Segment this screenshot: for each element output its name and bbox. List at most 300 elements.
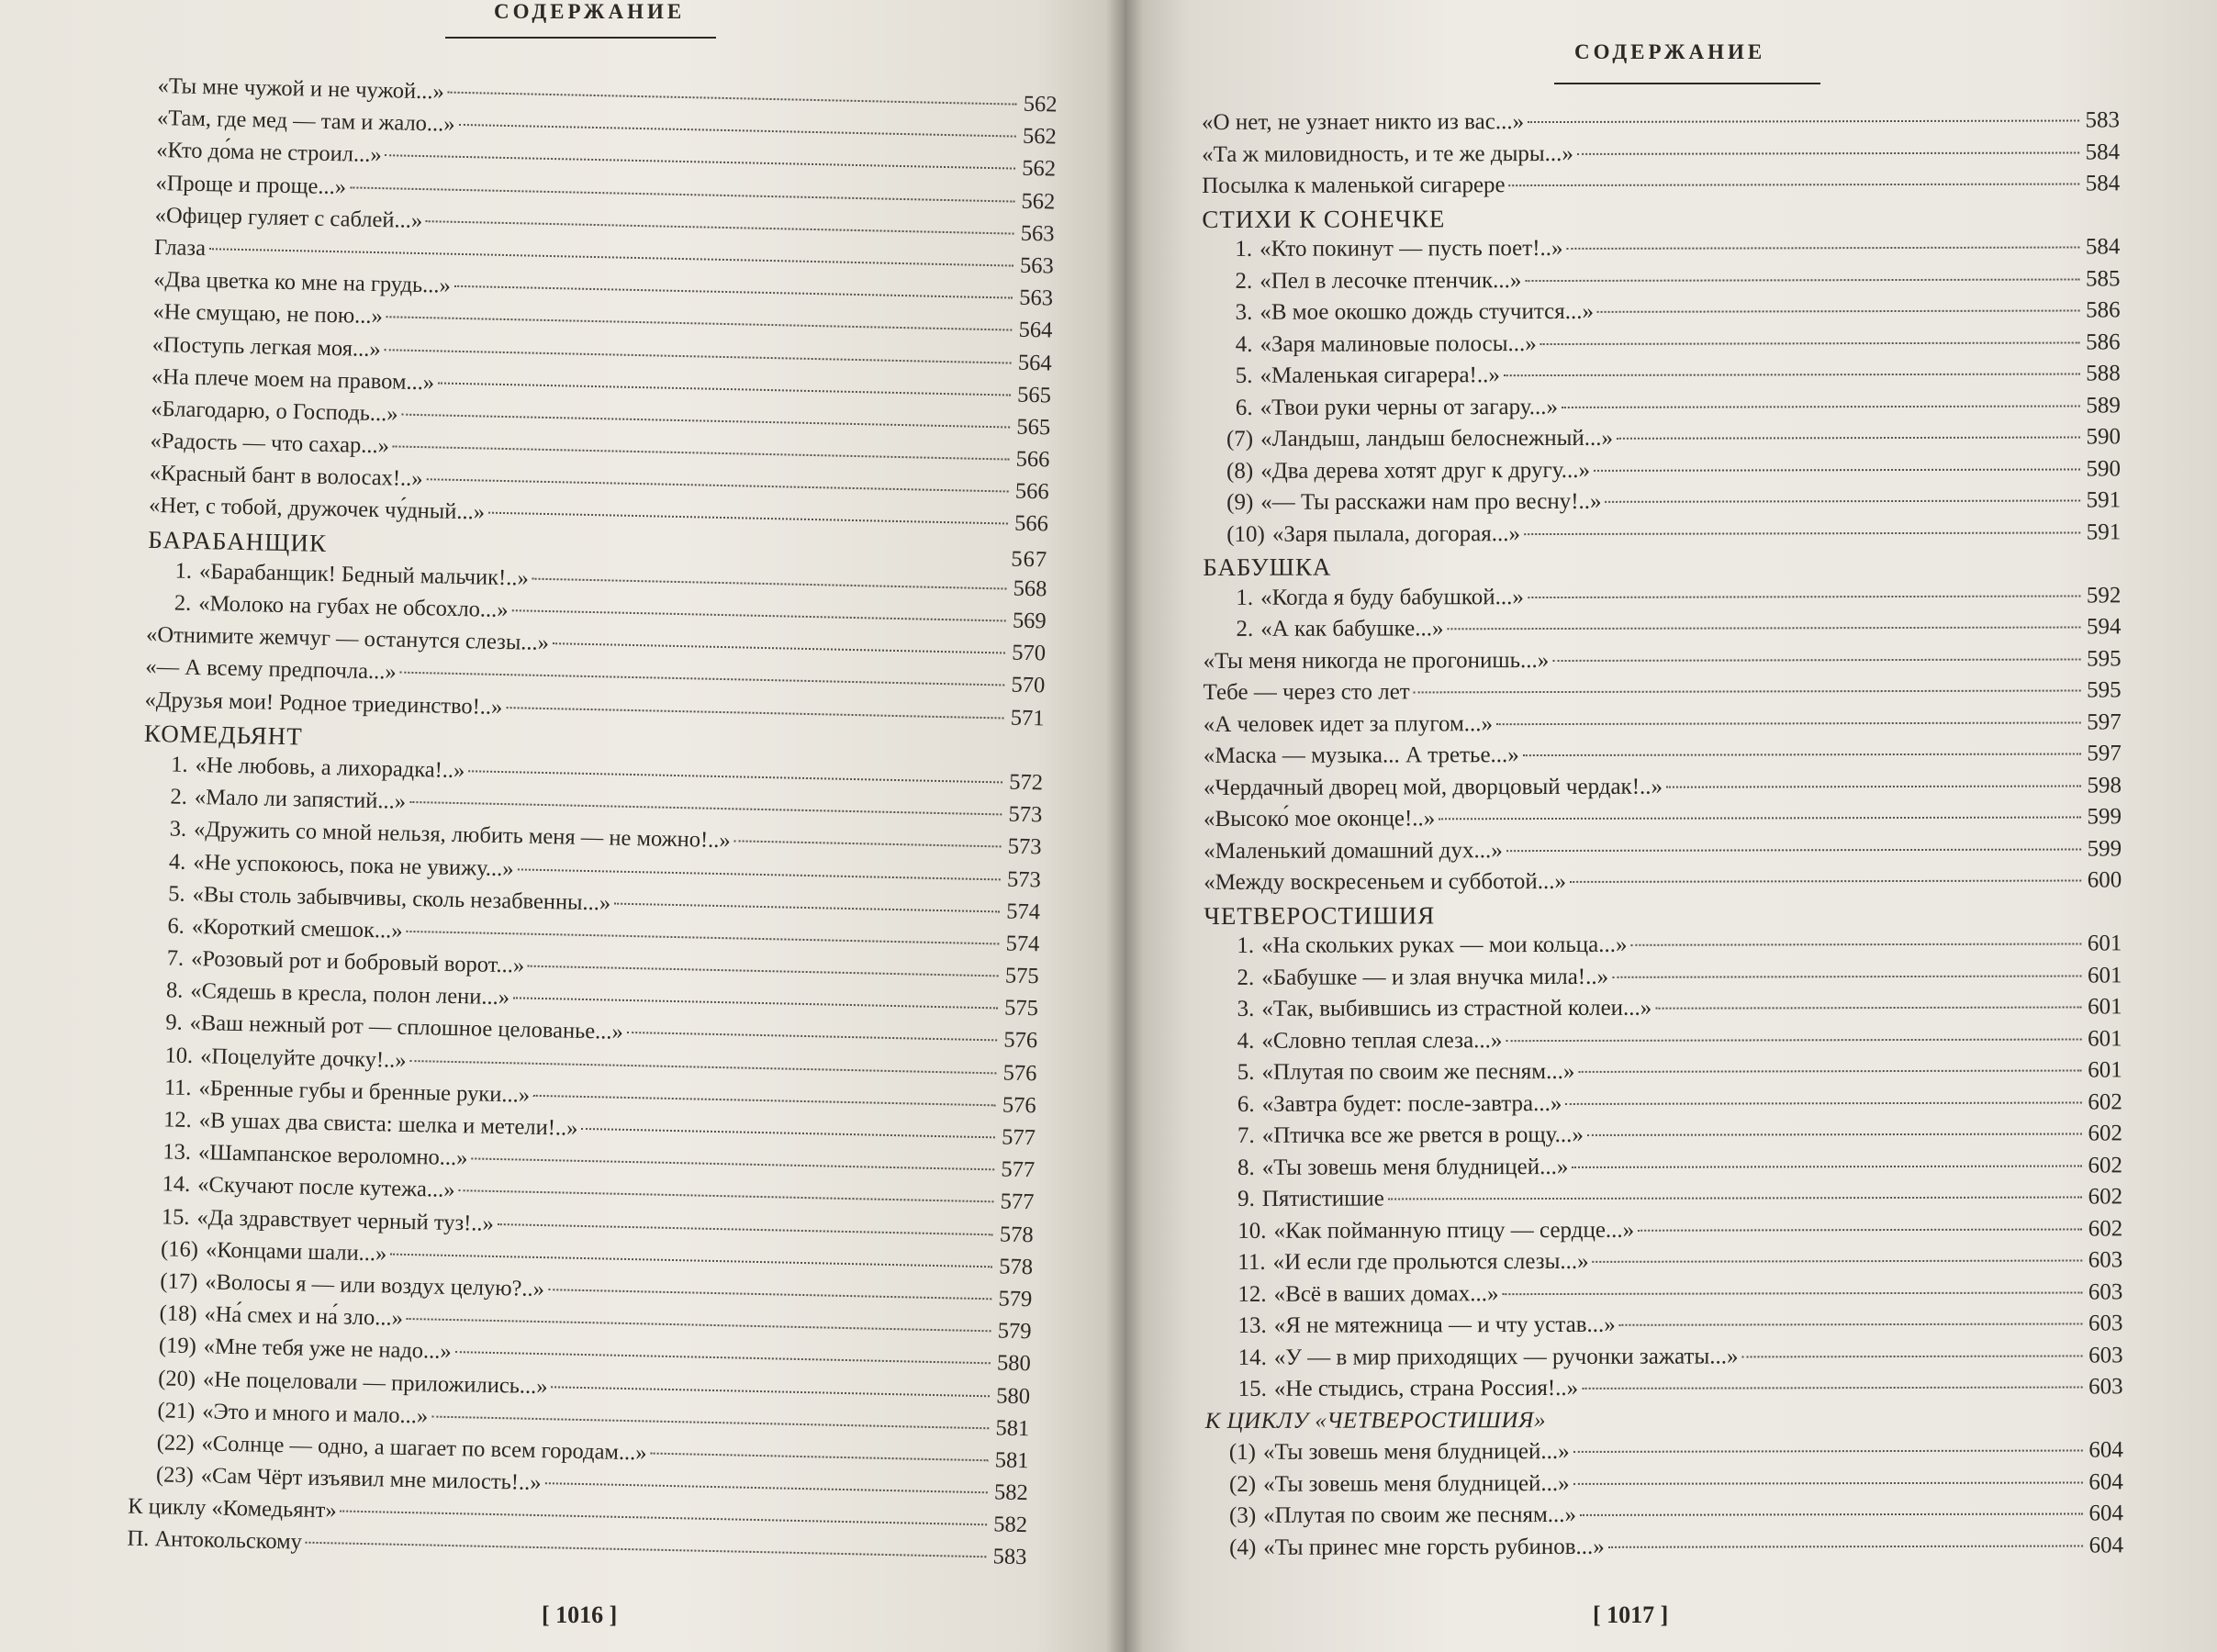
entry-title: «Не смущаю, не пою...» bbox=[152, 299, 384, 329]
toc-entry bbox=[1203, 329, 2121, 363]
page-number: 590 bbox=[2086, 455, 2122, 481]
page-number: 602 bbox=[2088, 1152, 2123, 1178]
entry-number: 1. bbox=[1235, 236, 1253, 262]
entry-title: «Так, выбившись из страстной колеи...» bbox=[1261, 995, 1652, 1021]
entry-title: «Маленькая сигарера!..» bbox=[1260, 363, 1500, 388]
entry-number: 5. bbox=[1237, 1059, 1255, 1085]
page-number: 564 bbox=[1017, 350, 1052, 375]
dot-leader bbox=[1448, 626, 2081, 630]
entry-title: «Та ж миловидность, и те же дыры...» bbox=[1202, 140, 1573, 167]
page-number: 590 bbox=[2086, 424, 2121, 450]
page-number: 604 bbox=[2088, 1468, 2123, 1494]
dot-leader bbox=[431, 1415, 989, 1429]
toc-entry bbox=[1203, 519, 2121, 553]
page-number: 603 bbox=[2088, 1278, 2123, 1304]
dot-leader bbox=[581, 1128, 995, 1138]
entry-title: «Солнце — одно, а шагает по всем городам...» bbox=[201, 1431, 647, 1466]
entry-title: «А человек идет за плугом...» bbox=[1203, 710, 1494, 737]
page-number: 604 bbox=[2088, 1501, 2124, 1526]
entry-number: 7. bbox=[1237, 1122, 1255, 1148]
entry-number: (23) bbox=[155, 1462, 195, 1489]
toc-entry bbox=[1204, 1153, 2122, 1187]
dot-leader bbox=[350, 186, 1014, 202]
entry-number: 2. bbox=[170, 784, 188, 809]
page-number: 581 bbox=[995, 1415, 1030, 1441]
entry-title: «Там, где мед — там и жало...» bbox=[156, 106, 455, 137]
dot-leader bbox=[1570, 879, 2081, 882]
dot-leader bbox=[409, 801, 1002, 816]
dot-leader bbox=[426, 220, 1013, 234]
toc-entry bbox=[1203, 456, 2121, 490]
entry-title: «Высоко́ мое оконце!..» bbox=[1203, 806, 1436, 832]
entry-title: «Барабанщик! Бедный мальчик!..» bbox=[198, 558, 530, 591]
entry-title: Тебе — через сто лет bbox=[1203, 679, 1410, 705]
page-number: 573 bbox=[1008, 801, 1043, 828]
entry-number: 7. bbox=[166, 945, 185, 971]
entry-title: «Нет, с тобой, дружочек чу́дный...» bbox=[148, 493, 486, 525]
entry-title: «Сядешь в кресла, полон лени...» bbox=[190, 978, 510, 1010]
page-number: 574 bbox=[1005, 931, 1040, 957]
entry-title: «Да здравствует черный туз!..» bbox=[196, 1204, 495, 1236]
entry-title: «На скольких руках — мои кольца...» bbox=[1261, 932, 1628, 958]
entry-number: 2. bbox=[174, 590, 192, 616]
entry-number: 1. bbox=[170, 752, 188, 777]
section-title: СТИХИ К СОНЕЧКЕ bbox=[1202, 204, 1446, 233]
toc-entry bbox=[1203, 424, 2121, 458]
dot-leader bbox=[1504, 373, 2080, 376]
dot-leader bbox=[406, 931, 999, 945]
page-number: 563 bbox=[1020, 220, 1055, 247]
page-number: 582 bbox=[993, 1512, 1028, 1538]
toc-entry bbox=[1204, 1311, 2122, 1345]
page-number: 566 bbox=[1013, 511, 1049, 537]
page-number: 602 bbox=[2088, 1215, 2123, 1241]
dot-leader bbox=[209, 248, 1013, 266]
page-number: 592 bbox=[2086, 582, 2122, 608]
entry-title: «А как бабушке...» bbox=[1260, 616, 1444, 642]
page-number: 586 bbox=[2086, 329, 2121, 354]
page-number: 601 bbox=[2087, 962, 2122, 988]
page-number: 571 bbox=[1010, 705, 1045, 731]
page-number: 563 bbox=[1019, 285, 1054, 311]
entry-number: 10. bbox=[1237, 1218, 1267, 1244]
dot-leader bbox=[614, 902, 1000, 912]
entry-number: 4. bbox=[1237, 1028, 1255, 1054]
dot-leader bbox=[1606, 499, 2081, 502]
toc-entry bbox=[1205, 1343, 2123, 1377]
page-number: 598 bbox=[2087, 772, 2122, 798]
entry-title: «В мое окошко дождь стучится...» bbox=[1260, 298, 1594, 325]
entry-title: Пятистишие bbox=[1261, 1186, 1384, 1211]
page-number: 591 bbox=[2086, 519, 2122, 544]
entry-title: «На плече моем на правом...» bbox=[151, 363, 435, 396]
dot-leader bbox=[1567, 246, 2080, 249]
page-number: 570 bbox=[1011, 672, 1046, 698]
entry-number: 14. bbox=[162, 1171, 191, 1198]
entry-number: (16) bbox=[160, 1236, 199, 1262]
page-number: 575 bbox=[1003, 995, 1039, 1021]
toc-entry bbox=[1204, 994, 2122, 1028]
page-number: 577 bbox=[1000, 1189, 1035, 1215]
entry-number: (2) bbox=[1228, 1471, 1257, 1497]
toc-entry bbox=[1204, 709, 2122, 743]
dot-leader bbox=[455, 1351, 991, 1364]
entry-number: 15. bbox=[161, 1203, 190, 1230]
entry-number: 11. bbox=[163, 1075, 192, 1100]
book-gutter bbox=[1106, 0, 1143, 1652]
section-title: ЧЕТВЕРОСТИШИЯ bbox=[1204, 900, 1436, 930]
page-number: 588 bbox=[2086, 361, 2121, 386]
dot-leader bbox=[1619, 1323, 2083, 1325]
dot-leader bbox=[448, 92, 1017, 106]
entry-title: «Как пойманную птицу — сердце...» bbox=[1273, 1217, 1635, 1244]
dot-leader bbox=[1502, 1291, 2082, 1295]
toc-entry bbox=[1203, 361, 2121, 395]
dot-leader bbox=[1577, 151, 2079, 154]
page-number: 575 bbox=[1004, 963, 1039, 989]
page-number: 562 bbox=[1021, 188, 1056, 215]
entry-title: «Плутая по своим же песням...» bbox=[1261, 1058, 1575, 1085]
page-number: 577 bbox=[1001, 1124, 1036, 1151]
entry-number: (22) bbox=[156, 1430, 195, 1457]
dot-leader bbox=[553, 642, 1005, 653]
entry-title: «Маска — музыка... А третье...» bbox=[1203, 742, 1519, 768]
dot-leader bbox=[627, 1032, 997, 1041]
entry-title: «Проще и проще...» bbox=[155, 170, 347, 199]
entry-title: «Бабушке — и злая внучка мила!..» bbox=[1261, 964, 1609, 990]
entry-title: «Ты меня никогда не прогонишь...» bbox=[1203, 647, 1550, 674]
page-number: 573 bbox=[1006, 866, 1042, 892]
page-number: 583 bbox=[992, 1544, 1027, 1570]
entry-title: «Сам Чёрт изъявил мне милость!..» bbox=[200, 1463, 542, 1496]
page-number: 597 bbox=[2087, 741, 2122, 766]
entry-title: «Кто до́ма не строил...» bbox=[155, 138, 382, 168]
page-number: 562 bbox=[1022, 156, 1057, 182]
page-number: 602 bbox=[2088, 1121, 2122, 1146]
dot-leader bbox=[386, 155, 1015, 170]
entry-number: 4. bbox=[1235, 331, 1253, 357]
dot-leader bbox=[1617, 436, 2080, 439]
dot-leader bbox=[1608, 1545, 2083, 1547]
entry-title: «Ландыш, ландыш белоснежный...» bbox=[1260, 425, 1614, 452]
page-number: 577 bbox=[1001, 1156, 1036, 1183]
page-number: 572 bbox=[1009, 769, 1044, 796]
entry-number: (9) bbox=[1226, 489, 1254, 515]
toc-section-heading bbox=[1205, 1406, 2123, 1440]
entry-number: 3. bbox=[169, 816, 187, 843]
entry-title: «Молоко на губах не обсохло...» bbox=[198, 591, 509, 623]
dot-leader bbox=[512, 609, 1006, 621]
page-number: 564 bbox=[1018, 318, 1053, 343]
page-number: 567 bbox=[1011, 546, 1048, 573]
entry-title: «Не успокоюсь, пока не увижу...» bbox=[193, 849, 514, 881]
entry-number: (8) bbox=[1226, 458, 1254, 484]
toc-entry bbox=[1204, 1057, 2122, 1091]
dot-leader bbox=[1573, 1449, 2083, 1452]
dot-leader bbox=[1414, 689, 2081, 693]
dot-leader bbox=[1540, 341, 2080, 345]
dot-leader bbox=[393, 446, 1010, 461]
entry-title: «Ты зовешь меня блудницей...» bbox=[1263, 1470, 1570, 1497]
entry-number: (4) bbox=[1229, 1535, 1257, 1560]
dot-leader bbox=[1509, 183, 2080, 186]
section-title: К ЦИКЛУ «ЧЕТВЕРОСТИШИЯ» bbox=[1204, 1407, 1546, 1434]
toc-entry bbox=[1205, 1437, 2123, 1471]
dot-leader bbox=[400, 672, 1005, 686]
page-number: 604 bbox=[2088, 1437, 2123, 1463]
page-number: 576 bbox=[1002, 1060, 1037, 1086]
entry-number: 4. bbox=[168, 848, 186, 875]
page-number: 604 bbox=[2088, 1532, 2124, 1557]
dot-leader bbox=[548, 1289, 991, 1300]
dot-leader bbox=[1582, 1386, 2082, 1389]
dot-leader bbox=[471, 1158, 994, 1171]
dot-leader bbox=[341, 1511, 987, 1526]
toc-entry bbox=[1204, 804, 2122, 838]
entry-title: «Маленький домашний дух...» bbox=[1204, 837, 1503, 864]
page-number: 586 bbox=[2086, 297, 2121, 323]
page-number: 563 bbox=[1019, 252, 1055, 279]
toc-entry bbox=[1203, 393, 2121, 427]
entry-number: (17) bbox=[160, 1268, 198, 1295]
dot-leader bbox=[1525, 278, 2079, 282]
page-number: 595 bbox=[2087, 645, 2122, 671]
dot-leader bbox=[1565, 1101, 2082, 1104]
dot-leader bbox=[1666, 785, 2081, 787]
entry-title: «Радость — что сахар...» bbox=[150, 428, 390, 459]
dot-leader bbox=[1655, 1006, 2081, 1009]
page-number: 601 bbox=[2088, 1025, 2122, 1051]
toc-entry bbox=[1204, 836, 2122, 870]
entry-title: «Ты зовешь меня блудницей...» bbox=[1261, 1154, 1569, 1180]
entry-title: «Заря малиновые полосы...» bbox=[1260, 330, 1537, 357]
dot-leader bbox=[1638, 1228, 2082, 1231]
entry-number: (19) bbox=[158, 1333, 197, 1359]
section-title: КОМЕДЬЯНТ bbox=[143, 719, 304, 751]
toc-entry bbox=[1204, 1121, 2122, 1155]
entry-title: «В ушах два свиста: шелка и метели!..» bbox=[198, 1108, 578, 1141]
entry-number: (21) bbox=[157, 1397, 196, 1423]
toc-entry bbox=[1204, 963, 2122, 997]
toc-entry bbox=[1204, 773, 2122, 807]
table-of-contents-left bbox=[127, 73, 1058, 1578]
page-number: 584 bbox=[2085, 171, 2121, 196]
toc-entry bbox=[1202, 140, 2120, 173]
entry-number: 1. bbox=[1237, 932, 1255, 958]
page-number: 594 bbox=[2086, 614, 2122, 640]
page-number: 601 bbox=[2087, 931, 2122, 956]
entry-title: «Розовый рот и бобровый ворот...» bbox=[190, 946, 525, 978]
page-number: 602 bbox=[2088, 1184, 2123, 1210]
entry-title: «Два цветка ко мне на грудь...» bbox=[153, 267, 452, 298]
toc-entry bbox=[1204, 677, 2122, 711]
page-number: [ 1017 ] bbox=[1593, 1602, 1669, 1628]
entry-number: 5. bbox=[168, 881, 185, 907]
page-number: 562 bbox=[1022, 123, 1058, 150]
entry-title: «Поступь легкая моя...» bbox=[151, 331, 381, 362]
entry-title: «— Ты расскажи нам про весну!..» bbox=[1260, 488, 1602, 515]
entry-title: «Ты мне чужой и не чужой...» bbox=[157, 73, 445, 105]
toc-entry bbox=[1202, 266, 2120, 300]
entry-title: «Завтра будет: после-завтра...» bbox=[1261, 1090, 1562, 1117]
entry-number: 8. bbox=[1237, 1155, 1255, 1180]
entry-title: «О нет, не узнает никто из вас...» bbox=[1202, 109, 1525, 135]
page-number: 574 bbox=[1006, 899, 1041, 925]
toc-entry bbox=[1204, 1279, 2122, 1313]
entry-title: Посылка к маленькой сигарере bbox=[1202, 173, 1506, 198]
entry-title: «Я не мятежница — и чту устав...» bbox=[1273, 1312, 1616, 1338]
entry-number: 8. bbox=[165, 977, 184, 1004]
entry-title: «Не стыдись, страна Россия!..» bbox=[1273, 1375, 1579, 1401]
page-number: 583 bbox=[2085, 107, 2121, 133]
dot-leader bbox=[468, 770, 1002, 783]
dot-leader bbox=[1523, 753, 2081, 756]
page-number: 578 bbox=[999, 1222, 1034, 1247]
toc-section-heading bbox=[1202, 203, 2120, 237]
dot-leader bbox=[1506, 1038, 2081, 1042]
page-number: 566 bbox=[1014, 478, 1049, 505]
entry-title: «Благодарю, о Господь...» bbox=[151, 396, 398, 427]
dot-leader bbox=[532, 577, 1007, 589]
entry-number: 9. bbox=[165, 1010, 183, 1036]
page-number: 580 bbox=[996, 1382, 1031, 1409]
entry-number: 6. bbox=[167, 913, 185, 939]
entry-title: «Бренные губы и бренные руки...» bbox=[198, 1075, 531, 1108]
page-number: 597 bbox=[2087, 709, 2122, 734]
entry-number: 12. bbox=[1237, 1281, 1267, 1307]
toc-entry bbox=[1204, 1026, 2122, 1060]
entry-title: «Дружить со мной нельзя, любить меня — не можно!..» bbox=[193, 817, 731, 854]
dot-leader bbox=[390, 1253, 992, 1267]
toc-entry bbox=[1204, 741, 2122, 775]
page-number: 565 bbox=[1016, 414, 1051, 441]
entry-title: «Красный бант в волосах!..» bbox=[149, 461, 423, 492]
entry-number: 1. bbox=[1236, 585, 1254, 610]
dot-leader bbox=[1580, 1512, 2083, 1515]
entry-title: К циклу «Комедьянт» bbox=[128, 1493, 337, 1524]
page-number: 566 bbox=[1015, 446, 1050, 473]
page-number: 573 bbox=[1007, 833, 1042, 860]
entry-title: «Вы столь забывчивы, сколь незабвенны...» bbox=[192, 881, 611, 916]
dot-leader bbox=[427, 478, 1009, 492]
toc-entry bbox=[1202, 107, 2120, 141]
running-head-rule bbox=[445, 37, 716, 39]
entry-title: «Мало ли запястий...» bbox=[194, 785, 407, 814]
toc-entry bbox=[1205, 1501, 2123, 1535]
entry-title: «Два дерева хотят друг к другу...» bbox=[1260, 457, 1591, 484]
toc-entry bbox=[1205, 1533, 2123, 1567]
entry-title: «Шампанское вероломно...» bbox=[197, 1140, 468, 1171]
entry-title: «Чердачный дворец мой, дворцовый чердак!..» bbox=[1203, 774, 1663, 800]
entry-number: 2. bbox=[1237, 965, 1255, 990]
dot-leader bbox=[533, 1095, 996, 1107]
dot-leader bbox=[1572, 1165, 2082, 1167]
dot-leader bbox=[1496, 721, 2081, 725]
dot-leader bbox=[1552, 658, 2080, 662]
entry-number: (10) bbox=[1226, 521, 1265, 547]
toc-entry bbox=[1203, 614, 2121, 648]
page-number: 603 bbox=[2088, 1311, 2123, 1336]
entry-title: «Твои руки черны от загару...» bbox=[1260, 394, 1559, 420]
entry-title: «Волосы я — или воздух целую?..» bbox=[204, 1269, 545, 1302]
page-number: 570 bbox=[1011, 640, 1047, 666]
entry-title: «Заря пылала, догорая...» bbox=[1271, 520, 1521, 547]
page-number: 569 bbox=[1012, 608, 1047, 634]
running-head-rule bbox=[1554, 83, 1820, 84]
entry-title: «Скучают после кутежа...» bbox=[196, 1172, 455, 1203]
running-head: СОДЕРЖАНИЕ bbox=[1574, 40, 1766, 63]
entry-title: «Концами шали...» bbox=[205, 1237, 387, 1267]
toc-entry bbox=[1204, 1216, 2122, 1250]
page-number: 603 bbox=[2088, 1374, 2123, 1400]
entry-title: «Всё в ваших домах...» bbox=[1273, 1280, 1499, 1307]
dot-leader bbox=[1594, 468, 2080, 471]
entry-title: «— А всему предпочла...» bbox=[145, 654, 397, 685]
page-number: 578 bbox=[998, 1254, 1034, 1279]
entry-number: (3) bbox=[1228, 1502, 1257, 1528]
toc-entry bbox=[1202, 171, 2120, 205]
page-number: 600 bbox=[2087, 867, 2122, 893]
toc-entry bbox=[1204, 867, 2122, 901]
entry-number: 6. bbox=[1235, 395, 1253, 420]
dot-leader bbox=[459, 124, 1016, 138]
entry-title: «Офицер гуляет с саблей...» bbox=[154, 202, 423, 233]
entry-title: «Отнимите жемчуг — останутся слезы...» bbox=[145, 622, 550, 656]
entry-title: «У — в мир приходящих — ручонки зажаты...» bbox=[1273, 1343, 1739, 1370]
dot-leader bbox=[454, 285, 1013, 299]
entry-number: 1. bbox=[174, 558, 193, 584]
page-number: 599 bbox=[2087, 804, 2122, 830]
toc-entry bbox=[1204, 1184, 2122, 1218]
dot-leader bbox=[1388, 1196, 2082, 1200]
entry-title: Глаза bbox=[153, 234, 207, 262]
toc-entry bbox=[1204, 931, 2122, 965]
dot-leader bbox=[544, 1482, 987, 1493]
dot-leader bbox=[1528, 595, 2080, 598]
page-number: 589 bbox=[2086, 392, 2121, 418]
entry-title: П. Антокольскому bbox=[127, 1526, 303, 1556]
entry-number: 11. bbox=[1237, 1249, 1266, 1275]
dot-leader bbox=[385, 349, 1012, 363]
toc-section-heading bbox=[1204, 899, 2122, 933]
entry-title: «Ваш нежный рот — сплошное целованье...» bbox=[189, 1010, 624, 1045]
page-number: 579 bbox=[998, 1286, 1033, 1312]
page-number: 581 bbox=[994, 1447, 1029, 1474]
dot-leader bbox=[1439, 816, 2081, 820]
page-number: 603 bbox=[2088, 1342, 2123, 1367]
dot-leader bbox=[458, 1190, 993, 1203]
dot-leader bbox=[438, 382, 1011, 396]
entry-number: 2. bbox=[1236, 616, 1254, 642]
page-number: 582 bbox=[993, 1479, 1029, 1506]
page-number: 601 bbox=[2088, 1057, 2122, 1083]
page-number: 601 bbox=[2088, 994, 2122, 1020]
toc-entry bbox=[1205, 1374, 2123, 1408]
dot-leader bbox=[518, 868, 1001, 880]
entry-number: 13. bbox=[162, 1139, 192, 1166]
dot-leader bbox=[513, 998, 998, 1010]
entry-number: 3. bbox=[1235, 299, 1253, 325]
dot-leader bbox=[1528, 119, 2079, 123]
entry-title: «Это и много и мало...» bbox=[202, 1399, 429, 1429]
entry-title: «Ты принес мне горсть рубинов...» bbox=[1263, 1534, 1605, 1560]
page-number: 603 bbox=[2088, 1247, 2123, 1273]
entry-title: «Мне тебя уже не надо...» bbox=[203, 1334, 452, 1365]
table-of-contents-right bbox=[1202, 107, 2123, 1567]
dot-leader bbox=[306, 1542, 986, 1558]
page-number: 576 bbox=[1002, 1092, 1036, 1119]
entry-number: 10. bbox=[164, 1043, 194, 1068]
